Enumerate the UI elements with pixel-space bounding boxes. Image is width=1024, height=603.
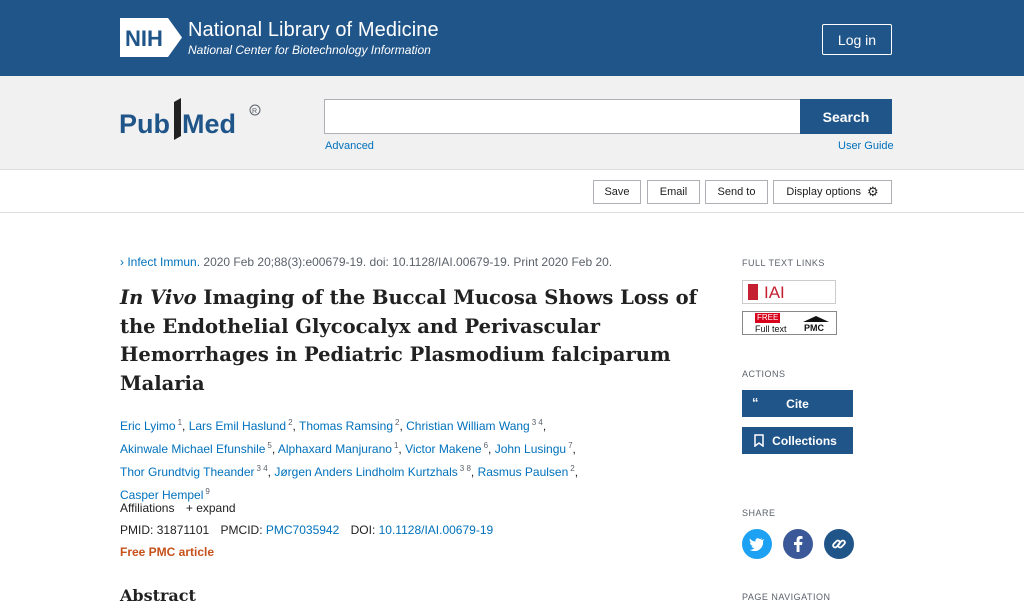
- share-heading: SHARE: [742, 508, 776, 518]
- expand-label: expand: [196, 501, 236, 515]
- iai-logo-icon: [748, 284, 758, 300]
- affiliation-ref[interactable]: 7: [568, 441, 573, 450]
- journal-citation: [120, 255, 612, 269]
- gear-icon: ⚙: [866, 184, 879, 199]
- send-to-label: Send to: [717, 186, 756, 198]
- affiliations-toggle[interactable]: [120, 501, 236, 515]
- pmid-value: 31871101: [156, 523, 210, 537]
- actions-heading: ACTIONS: [742, 369, 786, 379]
- doi-link[interactable]: 10.1128/IAI.00679-19: [378, 523, 494, 537]
- pubmed-logo[interactable]: [119, 96, 264, 146]
- author-link[interactable]: Thor Grundtvig Theander: [120, 465, 255, 479]
- send-to-button[interactable]: [705, 180, 768, 204]
- title-rest: Imaging of the Buccal Mucosa Shows Loss of the Endothelial Glycocalyx and Perivascular Hemorrhages in Pediatric Plasmodium falciparum Malaria: [120, 286, 697, 395]
- author-link[interactable]: Thomas Ramsing: [298, 419, 394, 433]
- author-link[interactable]: Eric Lyimo: [120, 419, 176, 433]
- free-pmc-badge: Free PMC article: [120, 545, 215, 559]
- free-tag: FREE: [757, 313, 779, 322]
- affiliation-ref[interactable]: 6: [483, 441, 489, 450]
- svg-text:R: R: [252, 108, 258, 115]
- author-link[interactable]: Rasmus Paulsen: [477, 465, 569, 479]
- affiliation-ref[interactable]: 9: [205, 487, 210, 496]
- affiliation-ref[interactable]: 5: [267, 441, 272, 450]
- pmc-full-text-link[interactable]: [742, 311, 837, 335]
- link-icon: [831, 536, 847, 552]
- user-guide-link[interactable]: User Guide: [838, 140, 894, 152]
- bookmark-icon: [754, 434, 764, 447]
- doi-label: DOI:: [350, 523, 376, 537]
- display-options-button[interactable]: [773, 180, 892, 204]
- plus-icon: +: [185, 501, 193, 515]
- collections-button[interactable]: [742, 427, 853, 454]
- email-button[interactable]: [647, 180, 700, 204]
- affiliation-ref[interactable]: 1: [177, 418, 183, 427]
- author-link[interactable]: Akinwale Michael Efunshile: [120, 442, 266, 456]
- pmc-logo-icon: [799, 315, 833, 333]
- facebook-icon: [793, 536, 803, 552]
- citation-text: 2020 Feb 20;88(3):e00679-19. doi: 10.1128/IAI.00679-19. Print 2020 Feb 20.: [203, 255, 613, 269]
- login-button[interactable]: Log in: [822, 24, 892, 55]
- journal-link[interactable]: Infect Immun.: [127, 255, 201, 269]
- iai-label: IAI: [764, 283, 785, 302]
- svg-text:Med: Med: [182, 109, 236, 139]
- twitter-share-button[interactable]: [742, 529, 772, 559]
- nih-header: [0, 0, 1024, 76]
- affiliation-ref[interactable]: 3 8: [459, 464, 471, 473]
- chevron-right-icon: ›: [120, 255, 124, 269]
- cite-button[interactable]: [742, 390, 853, 417]
- affiliation-ref[interactable]: 2: [570, 464, 575, 473]
- author-link[interactable]: Christian William Wang: [406, 419, 530, 433]
- full-text-tag: Full text: [755, 324, 787, 334]
- author-link[interactable]: Lars Emil Haslund: [188, 419, 287, 433]
- author-link[interactable]: John Lusingu: [494, 442, 567, 456]
- affiliation-ref[interactable]: 3 4: [256, 464, 268, 473]
- nih-logo-text: NIH: [125, 26, 163, 51]
- author-link[interactable]: Jørgen Anders Lindholm Kurtzhals: [274, 465, 458, 479]
- affiliation-ref[interactable]: 2: [288, 418, 293, 427]
- pmcid-label: PMCID:: [220, 523, 263, 537]
- pmid-label: PMID:: [120, 523, 154, 537]
- ncbi-subtitle[interactable]: National Center for Biotechnology Information: [188, 43, 431, 57]
- search-button[interactable]: Search: [800, 99, 892, 134]
- nlm-title[interactable]: National Library of Medicine: [188, 19, 439, 41]
- nih-logo-icon[interactable]: [120, 18, 182, 57]
- article-identifiers: [120, 523, 493, 537]
- article-title: [120, 284, 710, 398]
- email-label: Email: [659, 186, 688, 198]
- page-navigation-heading: PAGE NAVIGATION: [742, 592, 831, 602]
- abstract-heading: Abstract: [120, 586, 196, 603]
- author-link[interactable]: Casper Hempel: [120, 488, 204, 502]
- full-text-links-heading: FULL TEXT LINKS: [742, 258, 825, 268]
- quote-icon: “: [752, 395, 759, 410]
- author-link[interactable]: Alphaxard Manjurano: [277, 442, 392, 456]
- author-link[interactable]: Victor Makene: [405, 442, 482, 456]
- collections-label: Collections: [772, 433, 837, 448]
- save-label: Save: [604, 186, 630, 198]
- iai-full-text-link[interactable]: [742, 280, 836, 304]
- pubmed-logo-text: Pub: [119, 109, 170, 139]
- affiliation-ref[interactable]: 1: [393, 441, 399, 450]
- affiliation-ref[interactable]: 2: [395, 418, 400, 427]
- search-input[interactable]: [324, 99, 801, 134]
- title-italic: In Vivo: [120, 286, 197, 309]
- save-button[interactable]: [593, 180, 641, 204]
- advanced-search-link[interactable]: Advanced: [325, 140, 374, 152]
- facebook-share-button[interactable]: [783, 529, 813, 559]
- authors-list: Eric Lyimo $^1$, Lars Emil Haslund $^2$, Thomas Ramsing $^2$, Christian William Wang $^{3 4}$, Akinwale Michael Efunshile $^5$, Alphaxard Manjurano $^1$, Victor Makene $^6$, John Lusingu $^7$, Thor Grundtvig Theander $^{3 4}$, Jørgen Anders Lindholm Kurtzhals $^{3 8}$, Rasmus Paulsen $^2$, Casper Hempel $^9$: [120, 418, 579, 502]
- affiliation-ref[interactable]: 3 4: [531, 418, 543, 427]
- display-options-label: Display options: [786, 186, 861, 198]
- pmcid-link[interactable]: PMC7035942: [265, 523, 340, 537]
- twitter-icon: [749, 537, 765, 551]
- affiliations-label: Affiliations: [120, 501, 175, 515]
- permalink-share-button[interactable]: [824, 529, 854, 559]
- pmc-logo-text: PMC: [804, 323, 824, 333]
- cite-label: Cite: [786, 396, 809, 411]
